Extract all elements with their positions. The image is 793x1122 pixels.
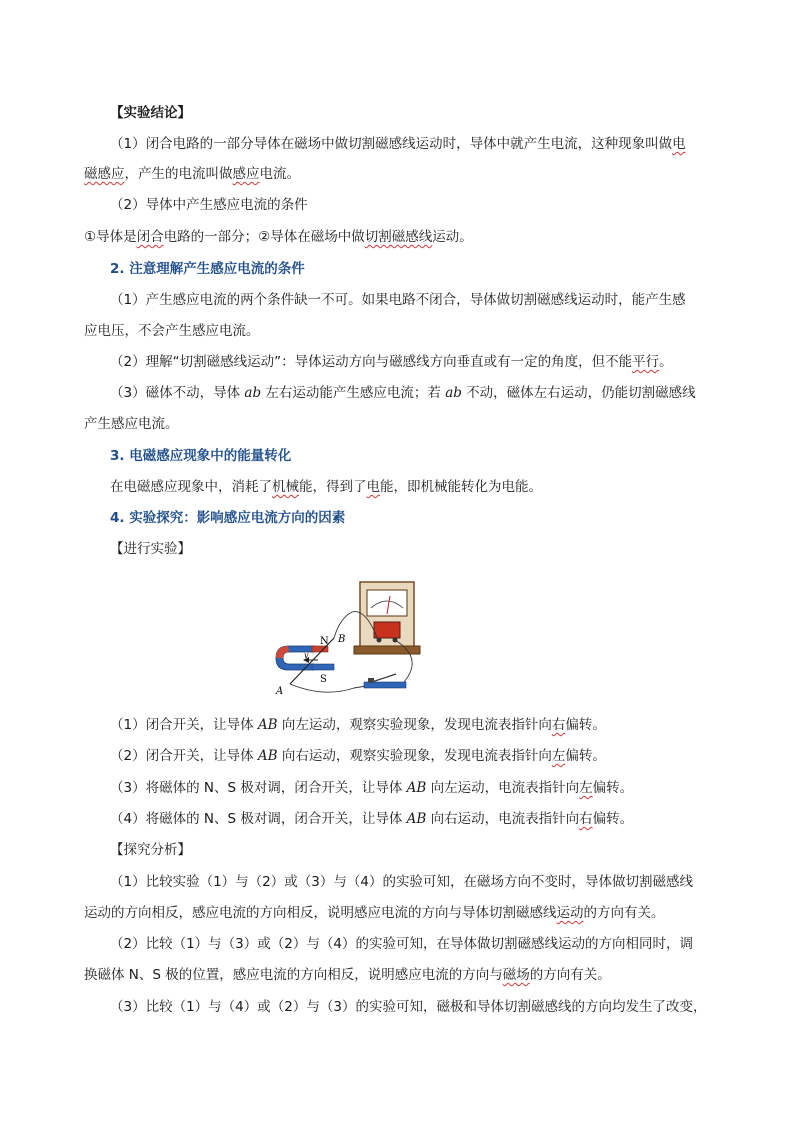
section2-p3-cont: 产生感应电流。 [84,416,179,432]
experiment-step-1: （1）闭合开关，让导体 AB 向左运动，观察实验现象，发现电流表指针向右偏转。 [110,717,606,733]
analysis-p1-cont: 运动的方向相反，感应电流的方向相反，说明感应电流的方向与导体切割磁感线运动的方向有关。 [84,905,665,921]
section2-heading: 2. 注意理解产生感应电流的条件 [110,261,305,277]
experiment-step-3: （3）将磁体的 N、S 极对调，闭合开关，让导体 AB 向左运动，电流表指针向左偏转。 [110,780,634,796]
experiment-title: 【进行实验】 [110,541,191,557]
label-a: A [276,686,284,697]
section2-p3: （3）磁体不动，导体 ab 左右运动能产生感应电流；若 ab 不动，磁体左右运动，仍能切割磁感线 [110,385,696,401]
conclusion-p1: （1）闭合电路的一部分导体在磁场中做切割磁感线运动时，导体中就产生电流，这种现象叫做电 [110,136,686,152]
switch [364,674,406,688]
experiment-step-4: （4）将磁体的 N、S 极对调，闭合开关，让导体 AB 向右运动，电流表指针向右偏转。 [110,811,634,827]
label-n: N [320,636,329,647]
section3-heading: 3. 电磁感应现象中的能量转化 [110,448,292,464]
section2-p1: （1）产生感应电流的两个条件缺一不可。如果电路不闭合，导体做切割磁感线运动时，能产生感 [110,292,686,308]
analysis-p3: （3）比较（1）与（4）或（2）与（3）的实验可知，磁极和导体切割磁感线的方向均发生了改变， [110,999,707,1015]
experiment-step-2: （2）闭合开关，让导体 AB 向右运动，观察实验现象，发现电流表指针向左偏转。 [110,748,606,764]
label-b: B [338,634,346,645]
conclusion-p1-cont: 磁感应，产生的电流叫做感应电流。 [84,166,300,182]
galvanometer [354,582,420,654]
analysis-p1: （1）比较实验（1）与（2）或（3）与（4）的实验可知，在磁场方向不变时，导体做切割磁感线 [110,874,693,890]
label-s: S [320,674,327,685]
section2-p2: （2）理解“切割磁感线运动”：导体运动方向与磁感线方向垂直或有一定的角度，但不能平行。 [110,354,673,370]
section3-p1: 在电磁感应现象中，消耗了机械能，得到了电能，即机械能转化为电能。 [110,479,542,495]
analysis-title: 【探究分析】 [110,842,191,858]
analysis-p2: （2）比较（1）与（3）或（2）与（4）的实验可知，在导体做切割磁感线运动的方向相同时，调 [110,936,693,952]
label-v: v [304,651,309,660]
experiment-figure [274,578,424,698]
section2-p1-cont: 应电压，不会产生感应电流。 [84,323,260,339]
section4-heading: 4. 实验探究：影响感应电流方向的因素 [110,510,346,526]
conclusion-p3: ①导体是闭合电路的一部分；②导体在磁场中做切割磁感线运动。 [84,229,473,245]
conclusion-p2: （2）导体中产生感应电流的条件 [110,197,308,213]
conclusion-title: 【实验结论】 [110,105,191,121]
analysis-p2-cont: 换磁体 N、S 极的位置，感应电流的方向相反，说明感应电流的方向与磁场的方向有关。 [84,967,611,983]
